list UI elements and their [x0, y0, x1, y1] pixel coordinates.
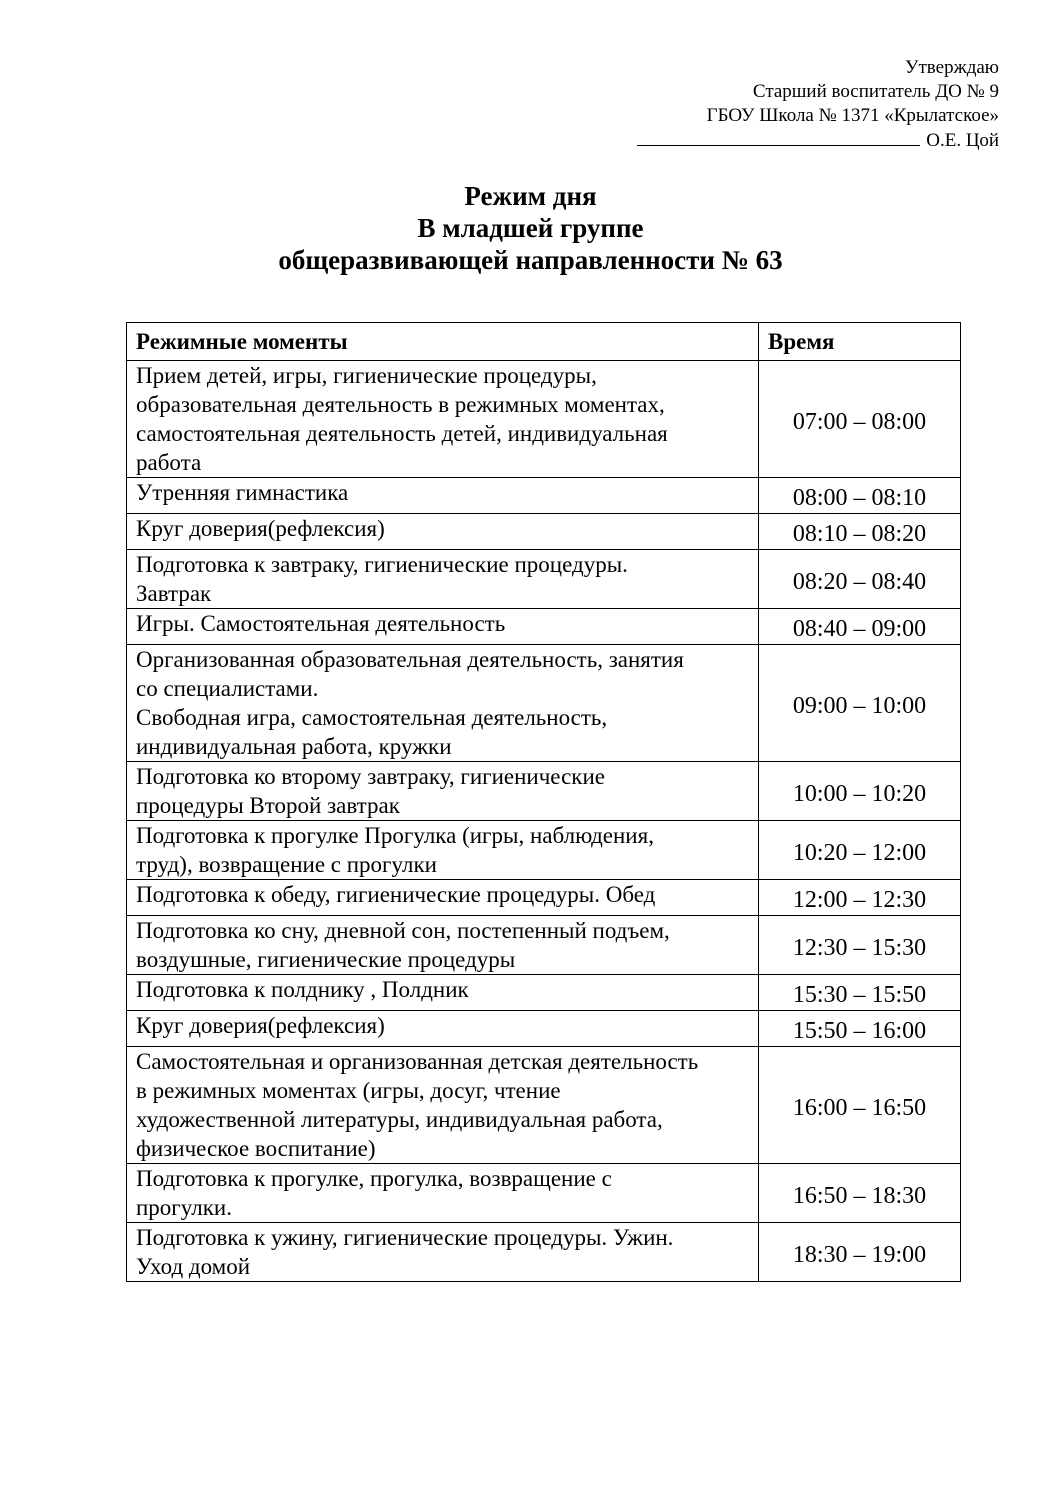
title-line-1: Режим дня	[464, 181, 597, 211]
activity-cell: Игры. Самостоятельная деятельность	[127, 609, 759, 645]
title-line-3: общеразвивающей направленности № 63	[278, 245, 783, 275]
table-header-row	[127, 323, 961, 361]
time-cell: 12:30 – 15:30	[759, 916, 961, 975]
activity-cell: Самостоятельная и организованная детская деятельность в режимных моментах (игры, досуг, чтение художественной литературы, индивидуальная работа, физическое воспитание)	[127, 1047, 759, 1164]
activity-cell: Круг доверия(рефлексия)	[127, 1011, 759, 1047]
schedule-body	[127, 361, 961, 1282]
activity-cell: Организованная образовательная деятельность, занятия со специалистами. Свободная игра, самостоятельная деятельность, индивидуальная работа, кружки	[127, 645, 759, 762]
activity-cell: Круг доверия(рефлексия)	[127, 514, 759, 550]
time-cell: 07:00 – 08:00	[759, 361, 961, 478]
approval-block	[579, 56, 999, 153]
activity-cell: Подготовка к полднику , Полдник	[127, 975, 759, 1011]
time-cell: 08:10 – 08:20	[759, 514, 961, 550]
time-cell: 10:20 – 12:00	[759, 821, 961, 880]
approver-organization: ГБОУ Школа № 1371 «Крылатское»	[706, 105, 999, 126]
approver-position: Старший воспитатель ДО № 9	[752, 81, 999, 102]
table-row	[127, 1223, 961, 1282]
time-cell: 08:00 – 08:10	[759, 478, 961, 514]
table-row	[127, 821, 961, 880]
signature-line	[579, 128, 999, 153]
activity-cell: Подготовка ко сну, дневной сон, постепенный подъем, воздушные, гигиенические процедуры	[127, 916, 759, 975]
table-row	[127, 1011, 961, 1047]
activity-cell: Подготовка к завтраку, гигиенические процедуры. Завтрак	[127, 550, 759, 609]
time-cell: 09:00 – 10:00	[759, 645, 961, 762]
activity-cell: Подготовка к прогулке, прогулка, возвращение с прогулки.	[127, 1164, 759, 1223]
table-row	[127, 1164, 961, 1223]
activity-cell: Подготовка ко второму завтраку, гигиенические процедуры Второй завтрак	[127, 762, 759, 821]
signer-name: О.Е. Цой	[926, 130, 999, 151]
table-row	[127, 645, 961, 762]
table-row	[127, 1047, 961, 1164]
table-row	[127, 478, 961, 514]
table-row	[127, 361, 961, 478]
table-row	[127, 762, 961, 821]
table-row	[127, 880, 961, 916]
time-cell: 10:00 – 10:20	[759, 762, 961, 821]
table-row	[127, 514, 961, 550]
time-cell: 16:50 – 18:30	[759, 1164, 961, 1223]
schedule-table	[126, 322, 961, 1282]
activity-cell: Утренняя гимнастика	[127, 478, 759, 514]
time-cell: 18:30 – 19:00	[759, 1223, 961, 1282]
header-time: Время	[759, 323, 961, 361]
table-row	[127, 550, 961, 609]
table-row	[127, 916, 961, 975]
signature-underline	[637, 128, 920, 146]
approval-title: Утверждаю	[905, 57, 999, 78]
title-line-2: В младшей группе	[417, 213, 644, 243]
document-title	[0, 180, 1061, 276]
table-row	[127, 609, 961, 645]
time-cell: 16:00 – 16:50	[759, 1047, 961, 1164]
time-cell: 08:20 – 08:40	[759, 550, 961, 609]
time-cell: 15:50 – 16:00	[759, 1011, 961, 1047]
activity-cell: Прием детей, игры, гигиенические процедуры, образовательная деятельность в режимных моментах, самостоятельная деятельность детей, индивидуальная работа	[127, 361, 759, 478]
table-row	[127, 975, 961, 1011]
time-cell: 08:40 – 09:00	[759, 609, 961, 645]
activity-cell: Подготовка к прогулке Прогулка (игры, наблюдения, труд), возвращение с прогулки	[127, 821, 759, 880]
time-cell: 12:00 – 12:30	[759, 880, 961, 916]
activity-cell: Подготовка к ужину, гигиенические процедуры. Ужин. Уход домой	[127, 1223, 759, 1282]
time-cell: 15:30 – 15:50	[759, 975, 961, 1011]
header-activity: Режимные моменты	[127, 323, 759, 361]
activity-cell: Подготовка к обеду, гигиенические процедуры. Обед	[127, 880, 759, 916]
